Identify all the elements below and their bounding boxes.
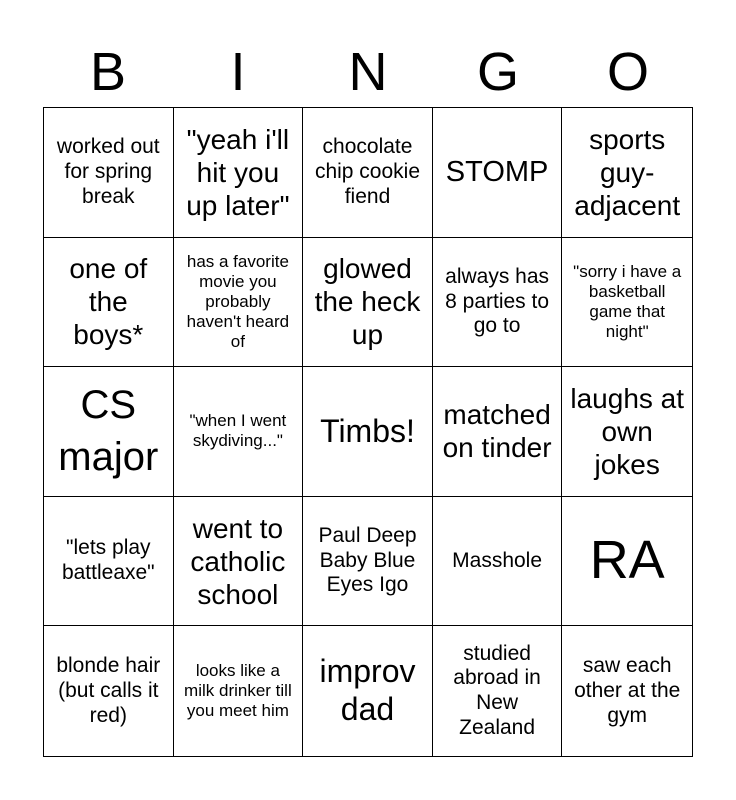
- bingo-cell[interactable]: glowed the heck up: [303, 238, 433, 368]
- bingo-cell[interactable]: "yeah i'll hit you up later": [174, 108, 304, 238]
- bingo-cell[interactable]: studied abroad in New Zealand: [433, 626, 563, 756]
- bingo-cell[interactable]: went to catholic school: [174, 497, 304, 627]
- bingo-cell[interactable]: "when I went skydiving...": [174, 367, 304, 497]
- bingo-cell[interactable]: Masshole: [433, 497, 563, 627]
- bingo-cell[interactable]: saw each other at the gym: [574, 654, 681, 727]
- bingo-cell[interactable]: Paul Deep Baby Blue Eyes Igo: [303, 497, 433, 627]
- bingo-cell[interactable]: matched on tinder: [433, 367, 563, 497]
- bingo-cell[interactable]: laughs at own jokes: [562, 367, 692, 497]
- bingo-cell[interactable]: improv dad: [303, 626, 433, 756]
- bingo-cell[interactable]: RA: [562, 497, 692, 627]
- bingo-board: [43, 107, 693, 757]
- header-letter-g: G: [476, 42, 519, 102]
- bingo-cell[interactable]: looks like a milk drinker till you meet him: [174, 626, 304, 756]
- bingo-header: [43, 36, 693, 108]
- bingo-cell[interactable]: worked out for spring break: [44, 108, 174, 238]
- header-letter-n: N: [348, 42, 388, 102]
- bingo-cell[interactable]: one of the boys*: [44, 238, 174, 368]
- bingo-cell[interactable]: sports guy-adjacent: [562, 108, 692, 238]
- bingo-cell[interactable]: chocolate chip cookie fiend: [303, 108, 433, 238]
- bingo-cell[interactable]: STOMP: [433, 108, 563, 238]
- bingo-cell[interactable]: always has 8 parties to go to: [433, 238, 563, 368]
- bingo-cell[interactable]: has a favorite movie you probably haven't heard of: [174, 238, 304, 368]
- header-letter-b: B: [89, 42, 127, 102]
- bingo-cell[interactable]: "sorry i have a basketball game that night": [562, 238, 692, 368]
- header-letter-o: O: [606, 42, 649, 102]
- bingo-cell[interactable]: Timbs!: [303, 367, 433, 497]
- header-letter-i: I: [230, 42, 246, 102]
- bingo-cell[interactable]: CS major: [44, 367, 174, 497]
- bingo-cell[interactable]: blonde hair (but calls it red): [44, 626, 174, 756]
- bingo-cell[interactable]: "lets play battleaxe": [44, 497, 174, 627]
